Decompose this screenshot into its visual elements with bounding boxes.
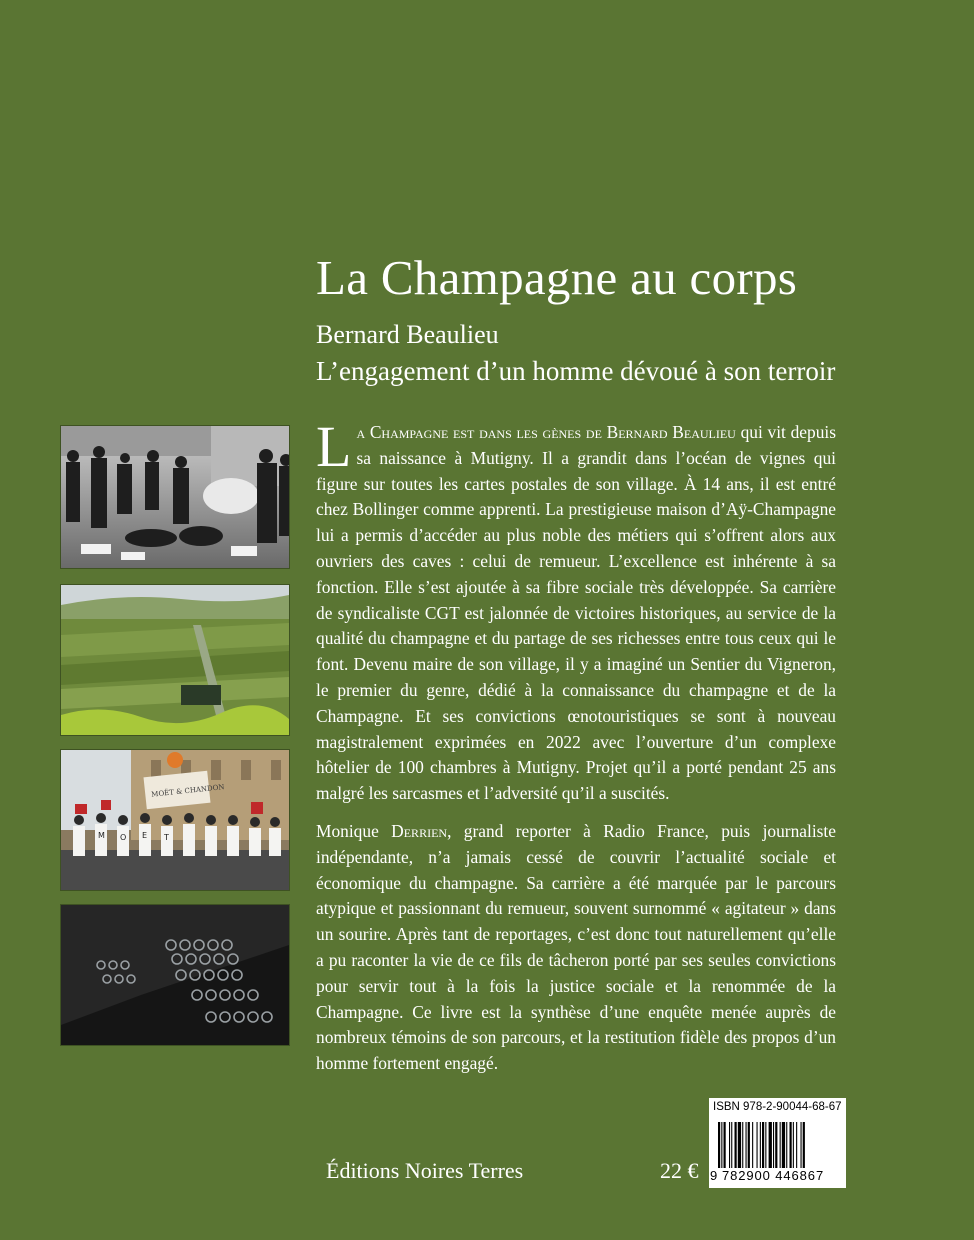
drop-cap: L <box>316 414 352 479</box>
paragraph-beaulieu <box>316 414 836 807</box>
sign-letter-4: T <box>164 833 169 842</box>
isbn-label: ISBN 978-2-90044-68-67 <box>713 1101 842 1113</box>
back-cover-text <box>316 414 836 1077</box>
book-subtitle: L’engagement d’un homme dévoué à son terroir <box>316 356 836 386</box>
publisher-name: Éditions Noires Terres <box>326 1158 524 1183</box>
ean-prefix: 9 <box>710 1168 718 1183</box>
sign-letter-3: E <box>142 831 148 840</box>
sign-letter-2: O <box>120 833 127 842</box>
historic-crowd-photo <box>60 425 290 569</box>
paragraph-beaulieu-text: qui vit depuis sa naissance à Mutigny. Il a grandit dans l’océan de vignes qui figure sur toutes les cartes postales de son village. À 14 ans, il est entré chez Bollinger comme apprenti. La prestigieuse maison d’Aÿ-Champagne lui a permis d’accéder au plus noble des métiers qui s’offrent alors aux ouvriers des caves : celui de remueur. L’excellence est inhérente à sa fonction. Elle s’est ajoutée à sa fibre sociale très développée. Sa carrière de syndicaliste CGT est jalonnée de victoires historiques, au service de la qualité du champagne et du partage de ses richesses entre tous ceux qui le font. Devenu maire de son village, il y a imaginé un Sentier du Vigneron, le premier du genre, dédié à la connaissance du champagne et de la Champagne. Et ses convictions œnotouristiques se sont à nouveau magistralement exprimées en 2022 avec l’ouverture d’un complexe hôtelier de 100 chambres à Mutigny. Projet qu’il a porté pendant 25 ans malgré les sarcasmes et l’adversité qu’il a suscités. <box>316 422 836 804</box>
sign-letter-1: M <box>98 831 105 840</box>
price: 22 € <box>660 1158 699 1183</box>
barcode-bars <box>718 1122 842 1168</box>
author-first-name: Monique <box>316 820 379 841</box>
champagne-bottles-photo <box>60 904 290 1046</box>
author-last-name: Derrien <box>391 820 448 841</box>
paragraph-derrien-text: , grand reporter à Radio France, puis journaliste indépendante, n’a jamais cessé de couvrir l’actualité sociale et économique du champagne. Sa carrière a été marquée par le parcours atypique et passionnant du remueur, souvent surnommé « agitateur » dans un sourire. Après tant de reportages, c’est donc tout naturellement qu’elle a pu raconter la vie de ce fils de tâcheron porté par ses seules convictions pour servir tout à la fois la justice sociale et la renommée de la Champagne. Ce livre est la synthèse d’une enquête menée auprès de nombreux témoins de son parcours, et la restitution fidèle des propos d’un homme fortement engagé. <box>316 820 836 1074</box>
paragraph-derrien <box>316 819 836 1077</box>
vineyard-landscape-photo <box>60 584 290 736</box>
lead-in-smallcaps: a Champagne est dans les gènes de Bernard Beaulieu <box>356 422 736 442</box>
moet-chandon-banner: MOËT & CHANDON <box>150 783 225 799</box>
isbn-barcode <box>709 1098 846 1188</box>
ean-digits: 782900 446867 <box>722 1168 825 1183</box>
demonstration-photo <box>60 749 290 891</box>
author-name: Bernard Beaulieu <box>316 320 499 349</box>
book-title: La Champagne au corps <box>316 250 798 305</box>
